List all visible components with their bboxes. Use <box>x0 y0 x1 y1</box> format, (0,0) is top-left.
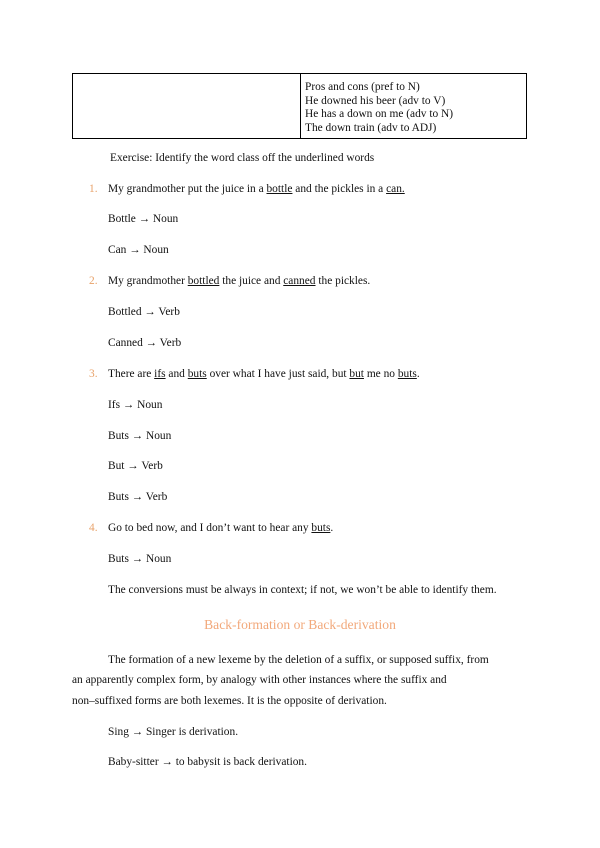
underlined-word: bottled <box>187 275 220 287</box>
answer-line: Buts → Noun <box>108 553 172 565</box>
underlined-word: but <box>349 368 364 380</box>
answer-line: Buts → Noun <box>108 430 172 442</box>
sentence-text: There are <box>108 368 155 380</box>
sentence-text: over what I have just said, but <box>206 368 350 380</box>
sentence-text: . <box>330 522 334 534</box>
table-cell-left <box>73 74 301 138</box>
answer-line: Bottle → Noun <box>108 213 179 225</box>
conversion-note: The conversions must be always in context; if not, we won’t be able to identify them. <box>108 584 497 596</box>
table-line: Pros and cons (pref to N) <box>305 81 420 93</box>
underlined-word: bottle <box>266 183 293 195</box>
list-number: 1. <box>89 183 98 195</box>
answer-line: Can → Noun <box>108 244 169 256</box>
sentence-text: and the pickles in a <box>292 183 387 195</box>
list-number: 3. <box>89 368 98 380</box>
example-line: Sing → Singer is derivation. <box>108 726 239 738</box>
answer-line: Canned → Verb <box>108 337 182 349</box>
list-number: 4. <box>89 522 98 534</box>
underlined-word: canned <box>283 275 316 287</box>
answer-line: Bottled → Verb <box>108 306 180 318</box>
answer-line: But → Verb <box>108 460 163 472</box>
underlined-word: buts <box>397 368 417 380</box>
sentence-text: me no <box>363 368 398 380</box>
list-number: 2. <box>89 275 98 287</box>
table-cell-right <box>301 74 526 138</box>
exercise-sentence <box>108 521 333 535</box>
definition-line: The formation of a new lexeme by the deletion of a suffix, or supposed suffix, from <box>108 654 489 666</box>
underlined-word: buts <box>187 368 207 380</box>
definition-line: non–suffixed forms are both lexemes. It is the opposite of derivation. <box>72 695 387 707</box>
table-line: He has a down on me (adv to N) <box>305 108 454 121</box>
exercise-sentence <box>108 182 405 196</box>
sentence-text: . <box>416 368 420 380</box>
exercise-sentence <box>108 274 370 288</box>
section-heading: Back-formation or Back-derivation <box>204 617 396 632</box>
sentence-text: the pickles. <box>315 275 371 287</box>
table-line: The down train (adv to ADJ) <box>305 121 437 134</box>
underlined-word: ifs <box>154 368 166 380</box>
sentence-text: and <box>165 368 188 380</box>
underlined-word: buts <box>311 522 331 534</box>
sentence-text: the juice and <box>219 275 284 287</box>
exercise-sentence <box>108 367 420 381</box>
examples-table <box>72 73 527 139</box>
answer-line: Buts → Verb <box>108 491 168 503</box>
underlined-word: can. <box>386 183 405 195</box>
definition-line: an apparently complex form, by analogy with other instances where the suffix and <box>72 674 447 686</box>
sentence-text: My grandmother <box>108 275 188 287</box>
exercise-title: Exercise: Identify the word class off the underlined words <box>110 152 375 164</box>
example-line: Baby-sitter → to babysit is back derivation. <box>108 756 307 768</box>
table-line: He downed his beer (adv to V) <box>305 94 446 107</box>
answer-line: Ifs → Noun <box>108 399 163 411</box>
sentence-text: My grandmother put the juice in a <box>108 183 267 195</box>
sentence-text: Go to bed now, and I don’t want to hear any <box>108 522 312 534</box>
